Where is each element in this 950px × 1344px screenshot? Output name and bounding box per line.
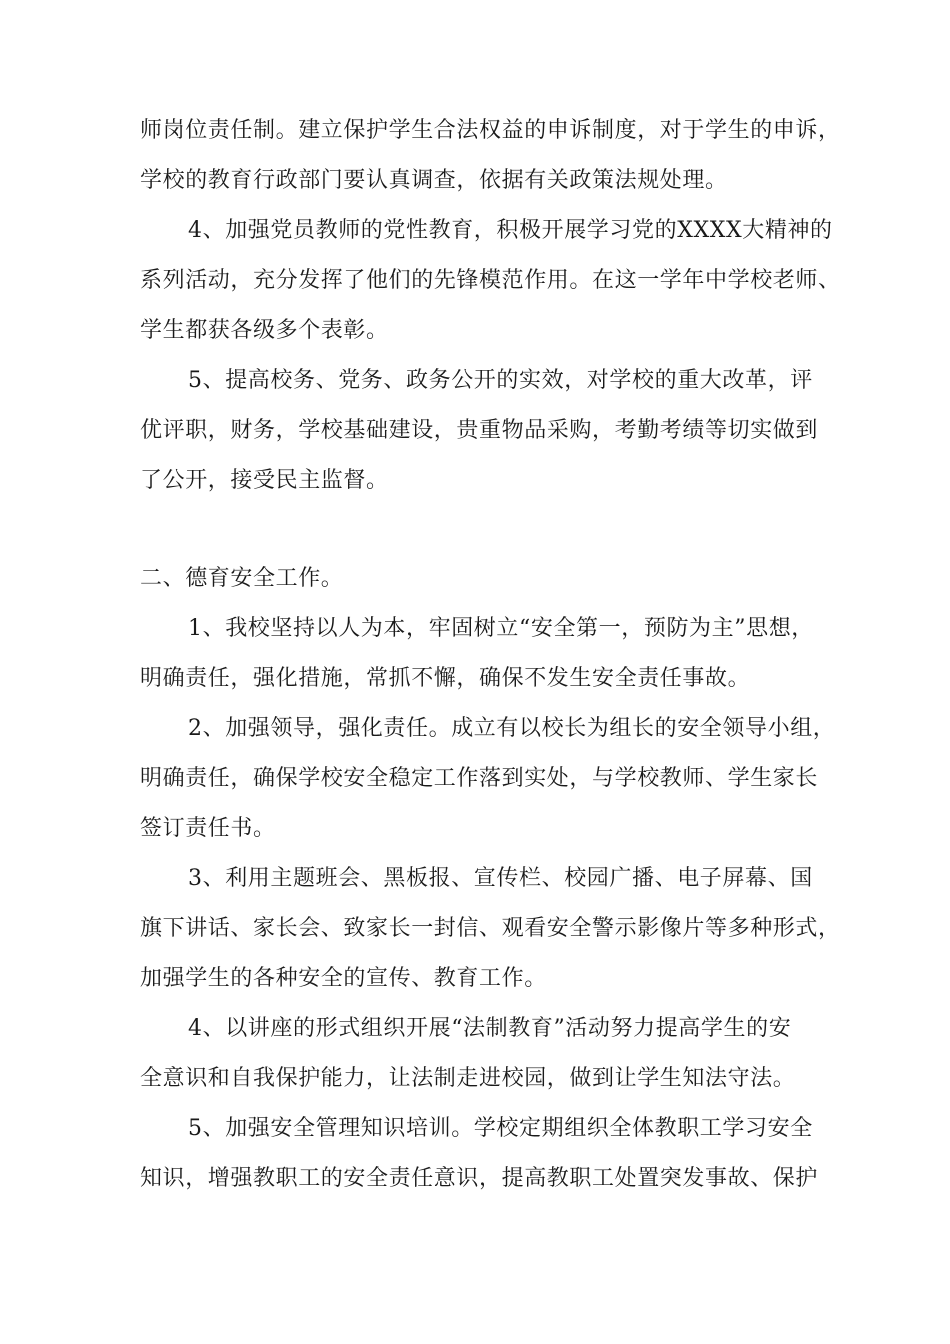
text-line: 全意识和自我保护能力，让法制走进校园，做到让学生知法守法。 [140, 1066, 796, 1091]
text-line: 学生都获各级多个表彰。 [140, 318, 389, 343]
text-line: 2、加强领导，强化责任。成立有以校长为组长的安全领导小组， [188, 716, 836, 741]
text-line: 5、提高校务、党务、政务公开的实效，对学校的重大改革，评 [188, 368, 813, 393]
text-line: 加强学生的各种安全的宣传、教育工作。 [140, 966, 547, 991]
text-line: 师岗位责任制。建立保护学生合法权益的申诉制度，对于学生的申诉， [140, 118, 841, 143]
text-line: 5、加强安全管理知识培训。学校定期组织全体教职工学习安全 [188, 1116, 813, 1141]
text-line: 4、以讲座的形式组织开展“法制教育”活动努力提高学生的安 [188, 1016, 792, 1041]
text-line: 系列活动，充分发挥了他们的先锋模范作用。在这一学年中学校老师、 [140, 268, 841, 293]
text-line: 3、利用主题班会、黑板报、宣传栏、校园广播、电子屏幕、国 [188, 866, 813, 891]
text-line: 优评职，财务，学校基础建设，贵重物品采购，考勤考绩等切实做到 [140, 418, 819, 443]
text-line: 旗下讲话、家长会、致家长一封信、观看安全警示影像片等多种形式， [140, 916, 841, 941]
text-line: 学校的教育行政部门要认真调查，依据有关政策法规处理。 [140, 168, 728, 193]
text-line: 明确责任，确保学校安全稳定工作落到实处，与学校教师、学生家长 [140, 766, 819, 791]
text-line: 了公开，接受民主监督。 [140, 468, 389, 493]
section-heading: 二、德育安全工作。 [140, 566, 344, 591]
text-line: 4、加强党员教师的党性教育，积极开展学习党的XXXX大精神的 [188, 218, 833, 243]
text-line: 知识，增强教职工的安全责任意识，提高教职工处置突发事故、保护 [140, 1166, 819, 1191]
text-line: 签订责任书。 [140, 816, 276, 841]
text-line: 1、我校坚持以人为本，牢固树立“安全第一，预防为主”思想， [188, 616, 814, 641]
text-line: 明确责任，强化措施，常抓不懈，确保不发生安全责任事故。 [140, 666, 751, 691]
